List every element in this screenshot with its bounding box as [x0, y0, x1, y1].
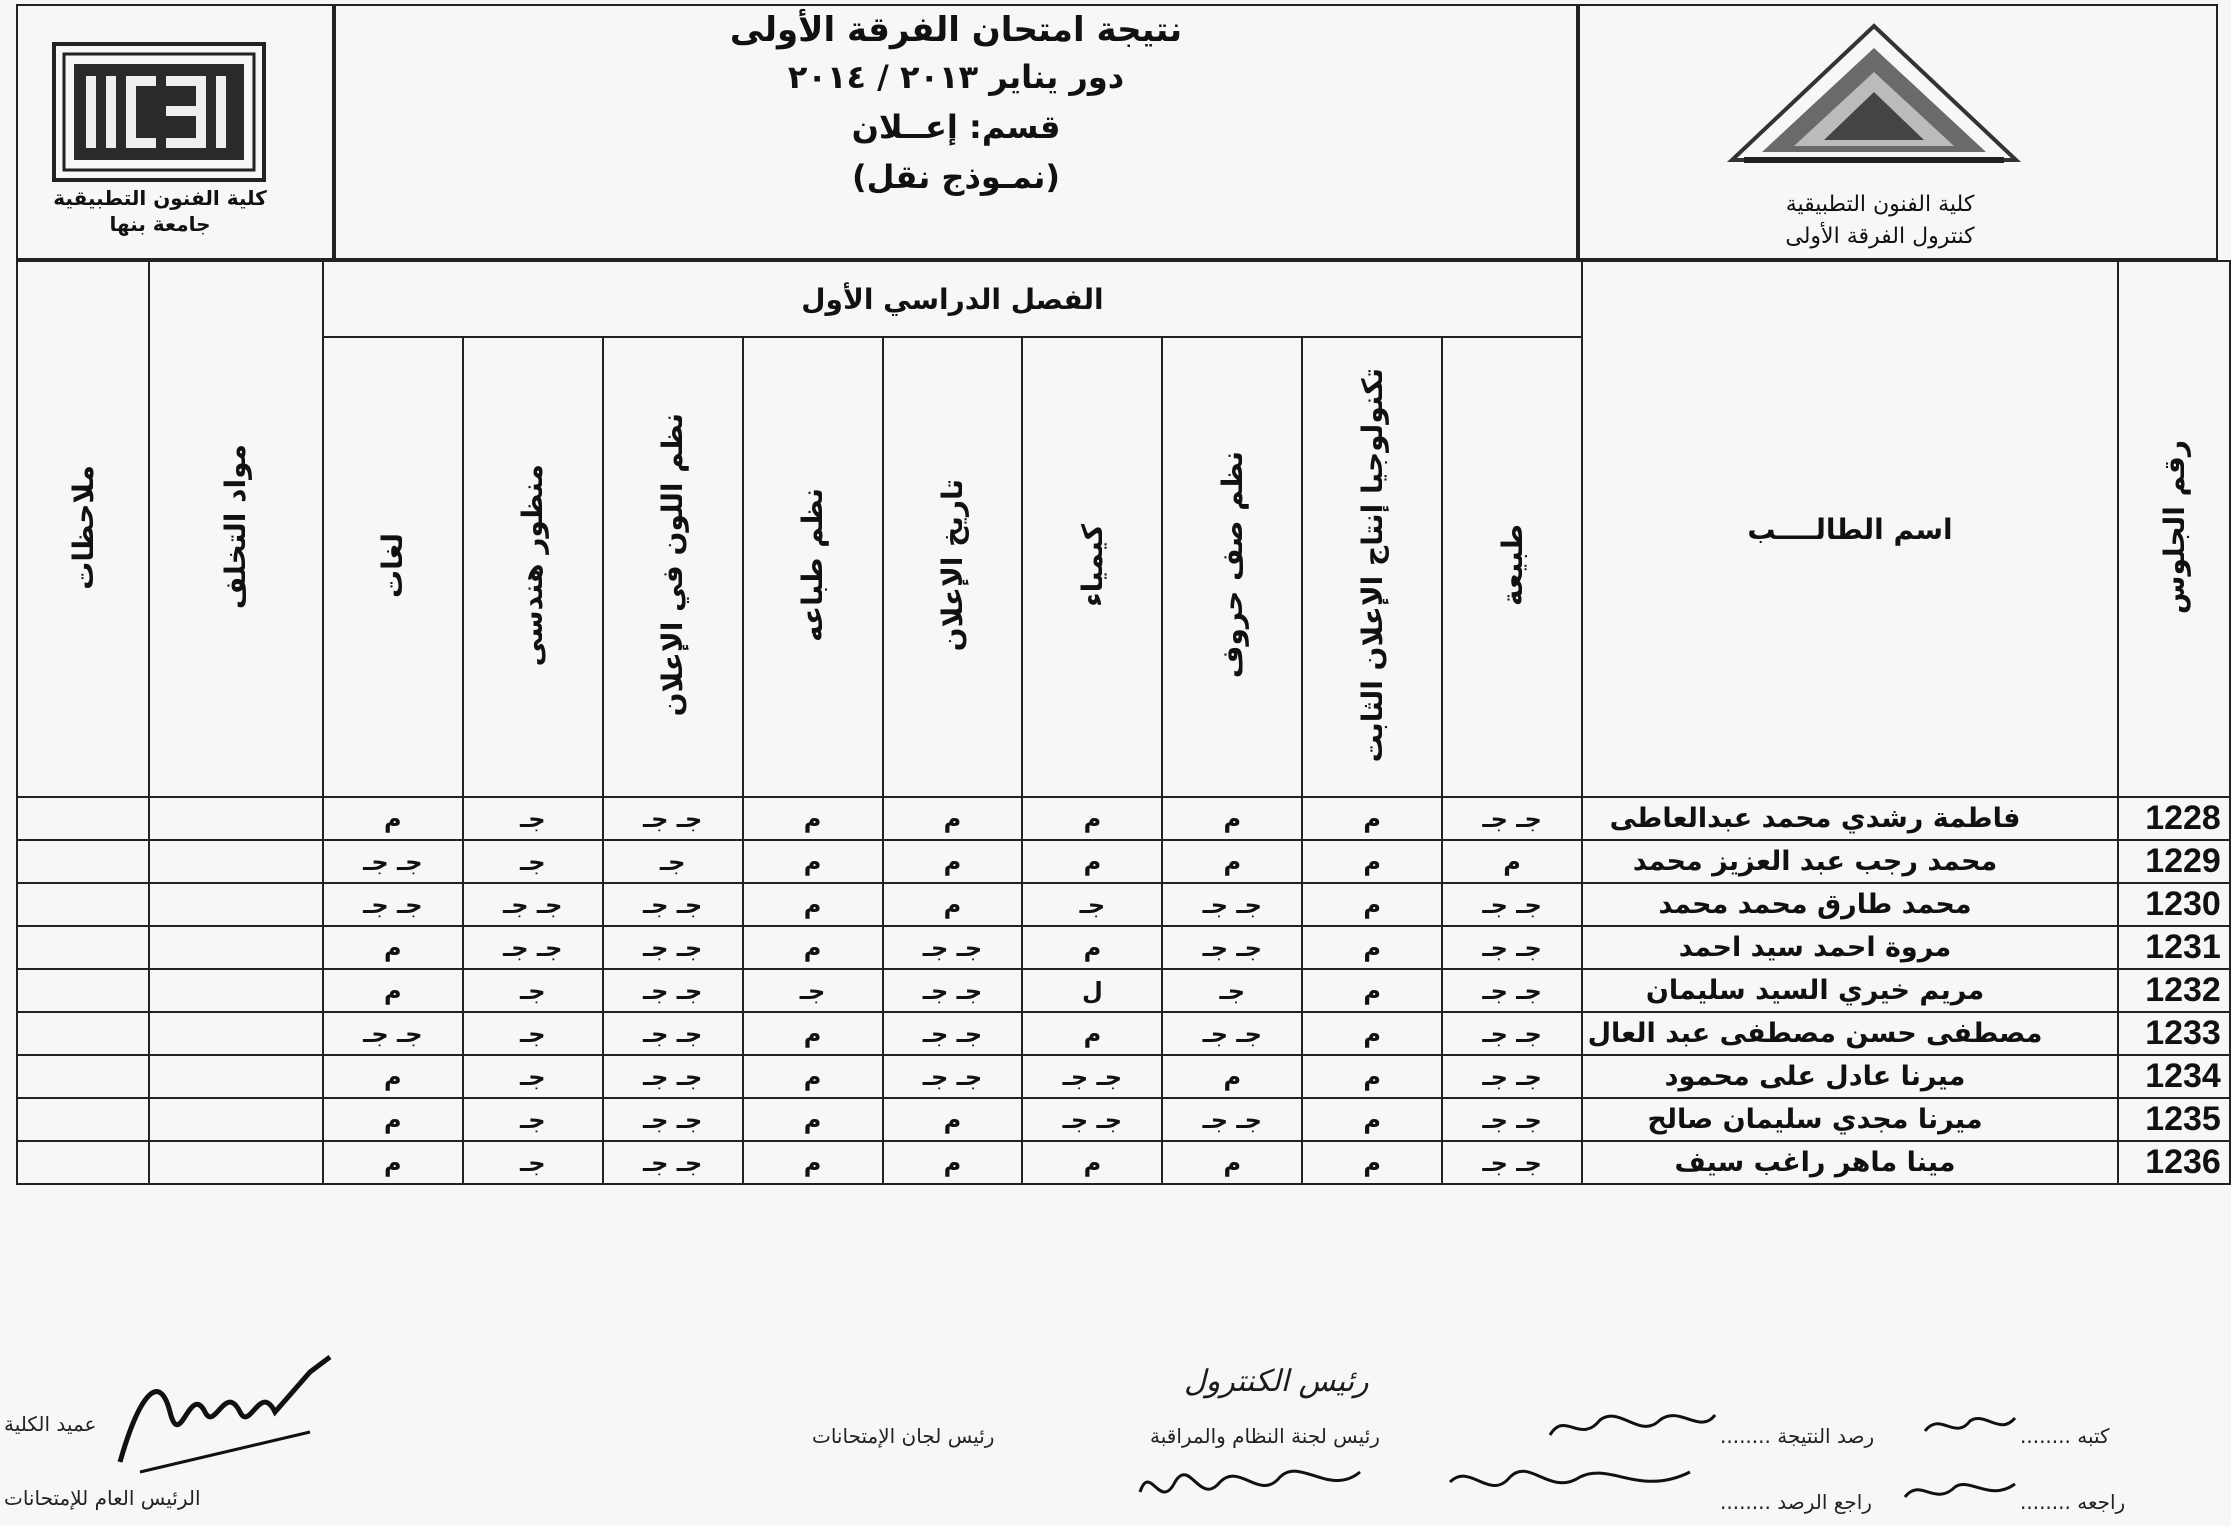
failed-subjects-cell	[149, 1055, 323, 1098]
grade-cell: جـ	[463, 1055, 603, 1098]
grade-cell: م	[1302, 969, 1442, 1012]
grade-cell: م	[743, 1098, 883, 1141]
grade-cell: م	[743, 883, 883, 926]
grade-cell: م	[883, 840, 1023, 883]
reviewed-record-label: راجع الرصد ........	[1720, 1490, 1872, 1514]
notes-cell	[17, 1055, 149, 1098]
grade-cell: م	[1162, 797, 1302, 840]
grade-cell: جـ جـ	[323, 840, 463, 883]
grade-cell: جـ جـ	[1442, 926, 1582, 969]
grade-cell: جـ جـ	[1162, 1012, 1302, 1055]
notes-cell	[17, 1141, 149, 1184]
department-label: قسم: إعــلان	[851, 108, 1061, 146]
grade-cell: جـ جـ	[883, 926, 1023, 969]
grade-cell: م	[1162, 1141, 1302, 1184]
record-signature-scribble	[1440, 1452, 1700, 1512]
grade-cell: جـ جـ	[883, 1012, 1023, 1055]
failed-subjects-cell	[149, 926, 323, 969]
grade-cell: جـ جـ	[603, 1141, 743, 1184]
seat-number: 1233	[2118, 1012, 2230, 1055]
grade-cell: م	[1302, 1055, 1442, 1098]
seat-number: 1235	[2118, 1098, 2230, 1141]
student-name: مروة احمد سيد احمد	[1582, 926, 2118, 969]
semester-header: الفصل الدراسي الأول	[323, 261, 1582, 337]
student-name: مينا ماهر راغب سيف	[1582, 1141, 2118, 1184]
grade-cell: جـ	[743, 969, 883, 1012]
notes-header: ملاحظات	[17, 261, 149, 797]
grade-cell: م	[883, 1141, 1023, 1184]
grade-cell: م	[1302, 840, 1442, 883]
written-by-label: كتبه ........	[2020, 1424, 2110, 1448]
grade-cell: جـ	[463, 1098, 603, 1141]
faculty-name-right: كلية الفنون التطبيقية	[1785, 192, 1975, 217]
grade-cell: م	[743, 797, 883, 840]
student-name: مصطفى حسن مصطفى عبد العال	[1582, 1012, 2118, 1055]
grade-cell: جـ جـ	[1162, 1098, 1302, 1141]
grade-cell: جـ	[463, 969, 603, 1012]
failed-subjects-header: مواد التخلف	[149, 261, 323, 797]
seat-number: 1232	[2118, 969, 2230, 1012]
student-name: محمد رجب عبد العزيز محمد	[1582, 840, 2118, 883]
table-row	[17, 1055, 2230, 1098]
table-row	[17, 883, 2230, 926]
grade-cell: جـ جـ	[463, 883, 603, 926]
notes-cell	[17, 926, 149, 969]
grade-cell: م	[323, 1141, 463, 1184]
grade-cell: جـ جـ	[1022, 1098, 1162, 1141]
reviewed-by-label: راجعه ........	[2020, 1490, 2126, 1514]
table-row	[17, 969, 2230, 1012]
grade-cell: جـ جـ	[603, 1098, 743, 1141]
seat-number: 1234	[2118, 1055, 2230, 1098]
grade-cell: جـ جـ	[603, 883, 743, 926]
grade-cell: جـ جـ	[603, 1012, 743, 1055]
failed-subjects-cell	[149, 797, 323, 840]
grade-cell: م	[743, 926, 883, 969]
seat-number: 1229	[2118, 840, 2230, 883]
grades-table	[16, 260, 2231, 1185]
grade-cell: م	[1442, 840, 1582, 883]
grade-cell: جـ جـ	[1442, 1012, 1582, 1055]
failed-subjects-cell	[149, 969, 323, 1012]
grade-cell: م	[1302, 797, 1442, 840]
grade-cell: م	[1302, 1012, 1442, 1055]
subject-header: تكنولوجيا إنتاج الإعلان الثابت	[1302, 337, 1442, 797]
failed-subjects-cell	[149, 1141, 323, 1184]
notes-cell	[17, 969, 149, 1012]
subject-header: كيمياء	[1022, 337, 1162, 797]
grade-cell: جـ جـ	[1442, 969, 1582, 1012]
grade-cell: جـ جـ	[1442, 1055, 1582, 1098]
result-signature-scribble	[1540, 1400, 1720, 1450]
grade-cell: م	[883, 883, 1023, 926]
grade-cell: م	[743, 1012, 883, 1055]
table-row	[17, 1012, 2230, 1055]
grade-cell: م	[1022, 797, 1162, 840]
grade-cell: م	[1302, 1098, 1442, 1141]
table-row	[17, 797, 2230, 840]
grade-cell: م	[1302, 926, 1442, 969]
university-emblem-icon	[1724, 20, 2024, 170]
notes-cell	[17, 883, 149, 926]
recorded-result-label: رصد النتيجة ........	[1720, 1424, 1875, 1448]
student-name: ميرنا عادل على محمود	[1582, 1055, 2118, 1098]
grade-cell: م	[323, 1055, 463, 1098]
failed-subjects-cell	[149, 883, 323, 926]
grade-cell: جـ جـ	[1162, 883, 1302, 926]
grade-cell: م	[1302, 1141, 1442, 1184]
seat-number: 1236	[2118, 1141, 2230, 1184]
grade-cell: م	[883, 797, 1023, 840]
grade-cell: جـ جـ	[603, 926, 743, 969]
grade-cell: جـ جـ	[323, 883, 463, 926]
order-committee-signature-scribble	[1130, 1452, 1370, 1522]
grade-cell: جـ جـ	[883, 1055, 1023, 1098]
grade-cell: م	[743, 840, 883, 883]
notes-cell	[17, 1012, 149, 1055]
grade-cell: م	[323, 797, 463, 840]
subject-header: نظم صف حروف	[1162, 337, 1302, 797]
grade-cell: جـ جـ	[323, 1012, 463, 1055]
notes-cell	[17, 840, 149, 883]
grade-cell: م	[1162, 1055, 1302, 1098]
reviewed-signature-scribble	[1900, 1472, 2020, 1512]
grade-cell: م	[1022, 926, 1162, 969]
subject-header: تاريخ الإعلان	[883, 337, 1023, 797]
subject-header: لغات	[323, 337, 463, 797]
grade-cell: جـ جـ	[603, 797, 743, 840]
student-name: مريم خيري السيد سليمان	[1582, 969, 2118, 1012]
general-exam-head-label: الرئيس العام للإمتحانات	[4, 1486, 201, 1510]
notes-cell	[17, 797, 149, 840]
grade-cell: جـ جـ	[1442, 797, 1582, 840]
grade-cell: م	[1302, 883, 1442, 926]
subject-header: منظور هندسى	[463, 337, 603, 797]
logo-left-caption-2: جامعة بنها	[109, 212, 211, 236]
grade-cell: جـ جـ	[463, 926, 603, 969]
grade-cell: م	[323, 969, 463, 1012]
seat-number: 1230	[2118, 883, 2230, 926]
grade-cell: جـ جـ	[1442, 883, 1582, 926]
failed-subjects-cell	[149, 840, 323, 883]
table-row	[17, 926, 2230, 969]
faculty-logo-icon	[52, 42, 266, 182]
seat-number-header: رقم الجلوس	[2118, 261, 2230, 797]
grade-cell: جـ جـ	[1442, 1141, 1582, 1184]
table-row	[17, 840, 2230, 883]
dean-label: عميد الكلية	[4, 1412, 97, 1436]
form-type-label: (نمـوذج نقل)	[852, 158, 1060, 196]
written-signature-scribble	[1920, 1406, 2020, 1446]
exam-committees-head-label: رئيس لجان الإمتحانات	[812, 1424, 995, 1448]
grade-cell: م	[323, 926, 463, 969]
grade-cell: م	[1162, 840, 1302, 883]
grade-cell: م	[743, 1055, 883, 1098]
failed-subjects-cell	[149, 1098, 323, 1141]
grade-cell: م	[743, 1141, 883, 1184]
student-name-header: اسم الطالــــب	[1582, 261, 2118, 797]
failed-subjects-cell	[149, 1012, 323, 1055]
grade-cell: م	[323, 1098, 463, 1141]
grade-cell: جـ جـ	[1442, 1098, 1582, 1141]
student-name: فاطمة رشدي محمد عبدالعاطى	[1582, 797, 2118, 840]
logo-left-caption-1: كلية الفنون التطبيقية	[53, 186, 267, 210]
control-head-handwritten: رئيس الكنترول	[1184, 1364, 1369, 1399]
student-name: ميرنا مجدي سليمان صالح	[1582, 1098, 2118, 1141]
exam-session: دور يناير ٢٠١٣ / ٢٠١٤	[787, 58, 1125, 96]
seat-number: 1231	[2118, 926, 2230, 969]
student-name: محمد طارق محمد محمد	[1582, 883, 2118, 926]
grade-cell: م	[1022, 1141, 1162, 1184]
table-row	[17, 1098, 2230, 1141]
subject-header: طبيعة	[1442, 337, 1582, 797]
grade-cell: م	[1022, 840, 1162, 883]
order-committee-head-label: رئيس لجنة النظام والمراقبة	[1150, 1424, 1380, 1448]
grade-cell: ل	[1022, 969, 1162, 1012]
grade-cell: جـ	[463, 797, 603, 840]
grade-cell: جـ جـ	[1162, 926, 1302, 969]
grade-cell: جـ	[1162, 969, 1302, 1012]
table-row	[17, 1141, 2230, 1184]
control-name-right: كنترول الفرقة الأولى	[1785, 224, 1975, 249]
subject-header: نظم اللون في الإعلان	[603, 337, 743, 797]
grade-cell: م	[883, 1098, 1023, 1141]
subject-header: نظم طباعه	[743, 337, 883, 797]
grade-cell: جـ	[463, 840, 603, 883]
grade-cell: جـ جـ	[1022, 1055, 1162, 1098]
page-title: نتيجة امتحان الفرقة الأولى	[729, 10, 1183, 50]
grade-cell: جـ جـ	[603, 969, 743, 1012]
notes-cell	[17, 1098, 149, 1141]
grade-cell: جـ	[463, 1012, 603, 1055]
grade-cell: جـ	[1022, 883, 1162, 926]
grade-cell: جـ جـ	[603, 1055, 743, 1098]
grade-cell: جـ	[463, 1141, 603, 1184]
grade-cell: جـ جـ	[883, 969, 1023, 1012]
grade-cell: جـ	[603, 840, 743, 883]
dean-signature-scribble	[110, 1352, 340, 1482]
seat-number: 1228	[2118, 797, 2230, 840]
grade-cell: م	[1022, 1012, 1162, 1055]
